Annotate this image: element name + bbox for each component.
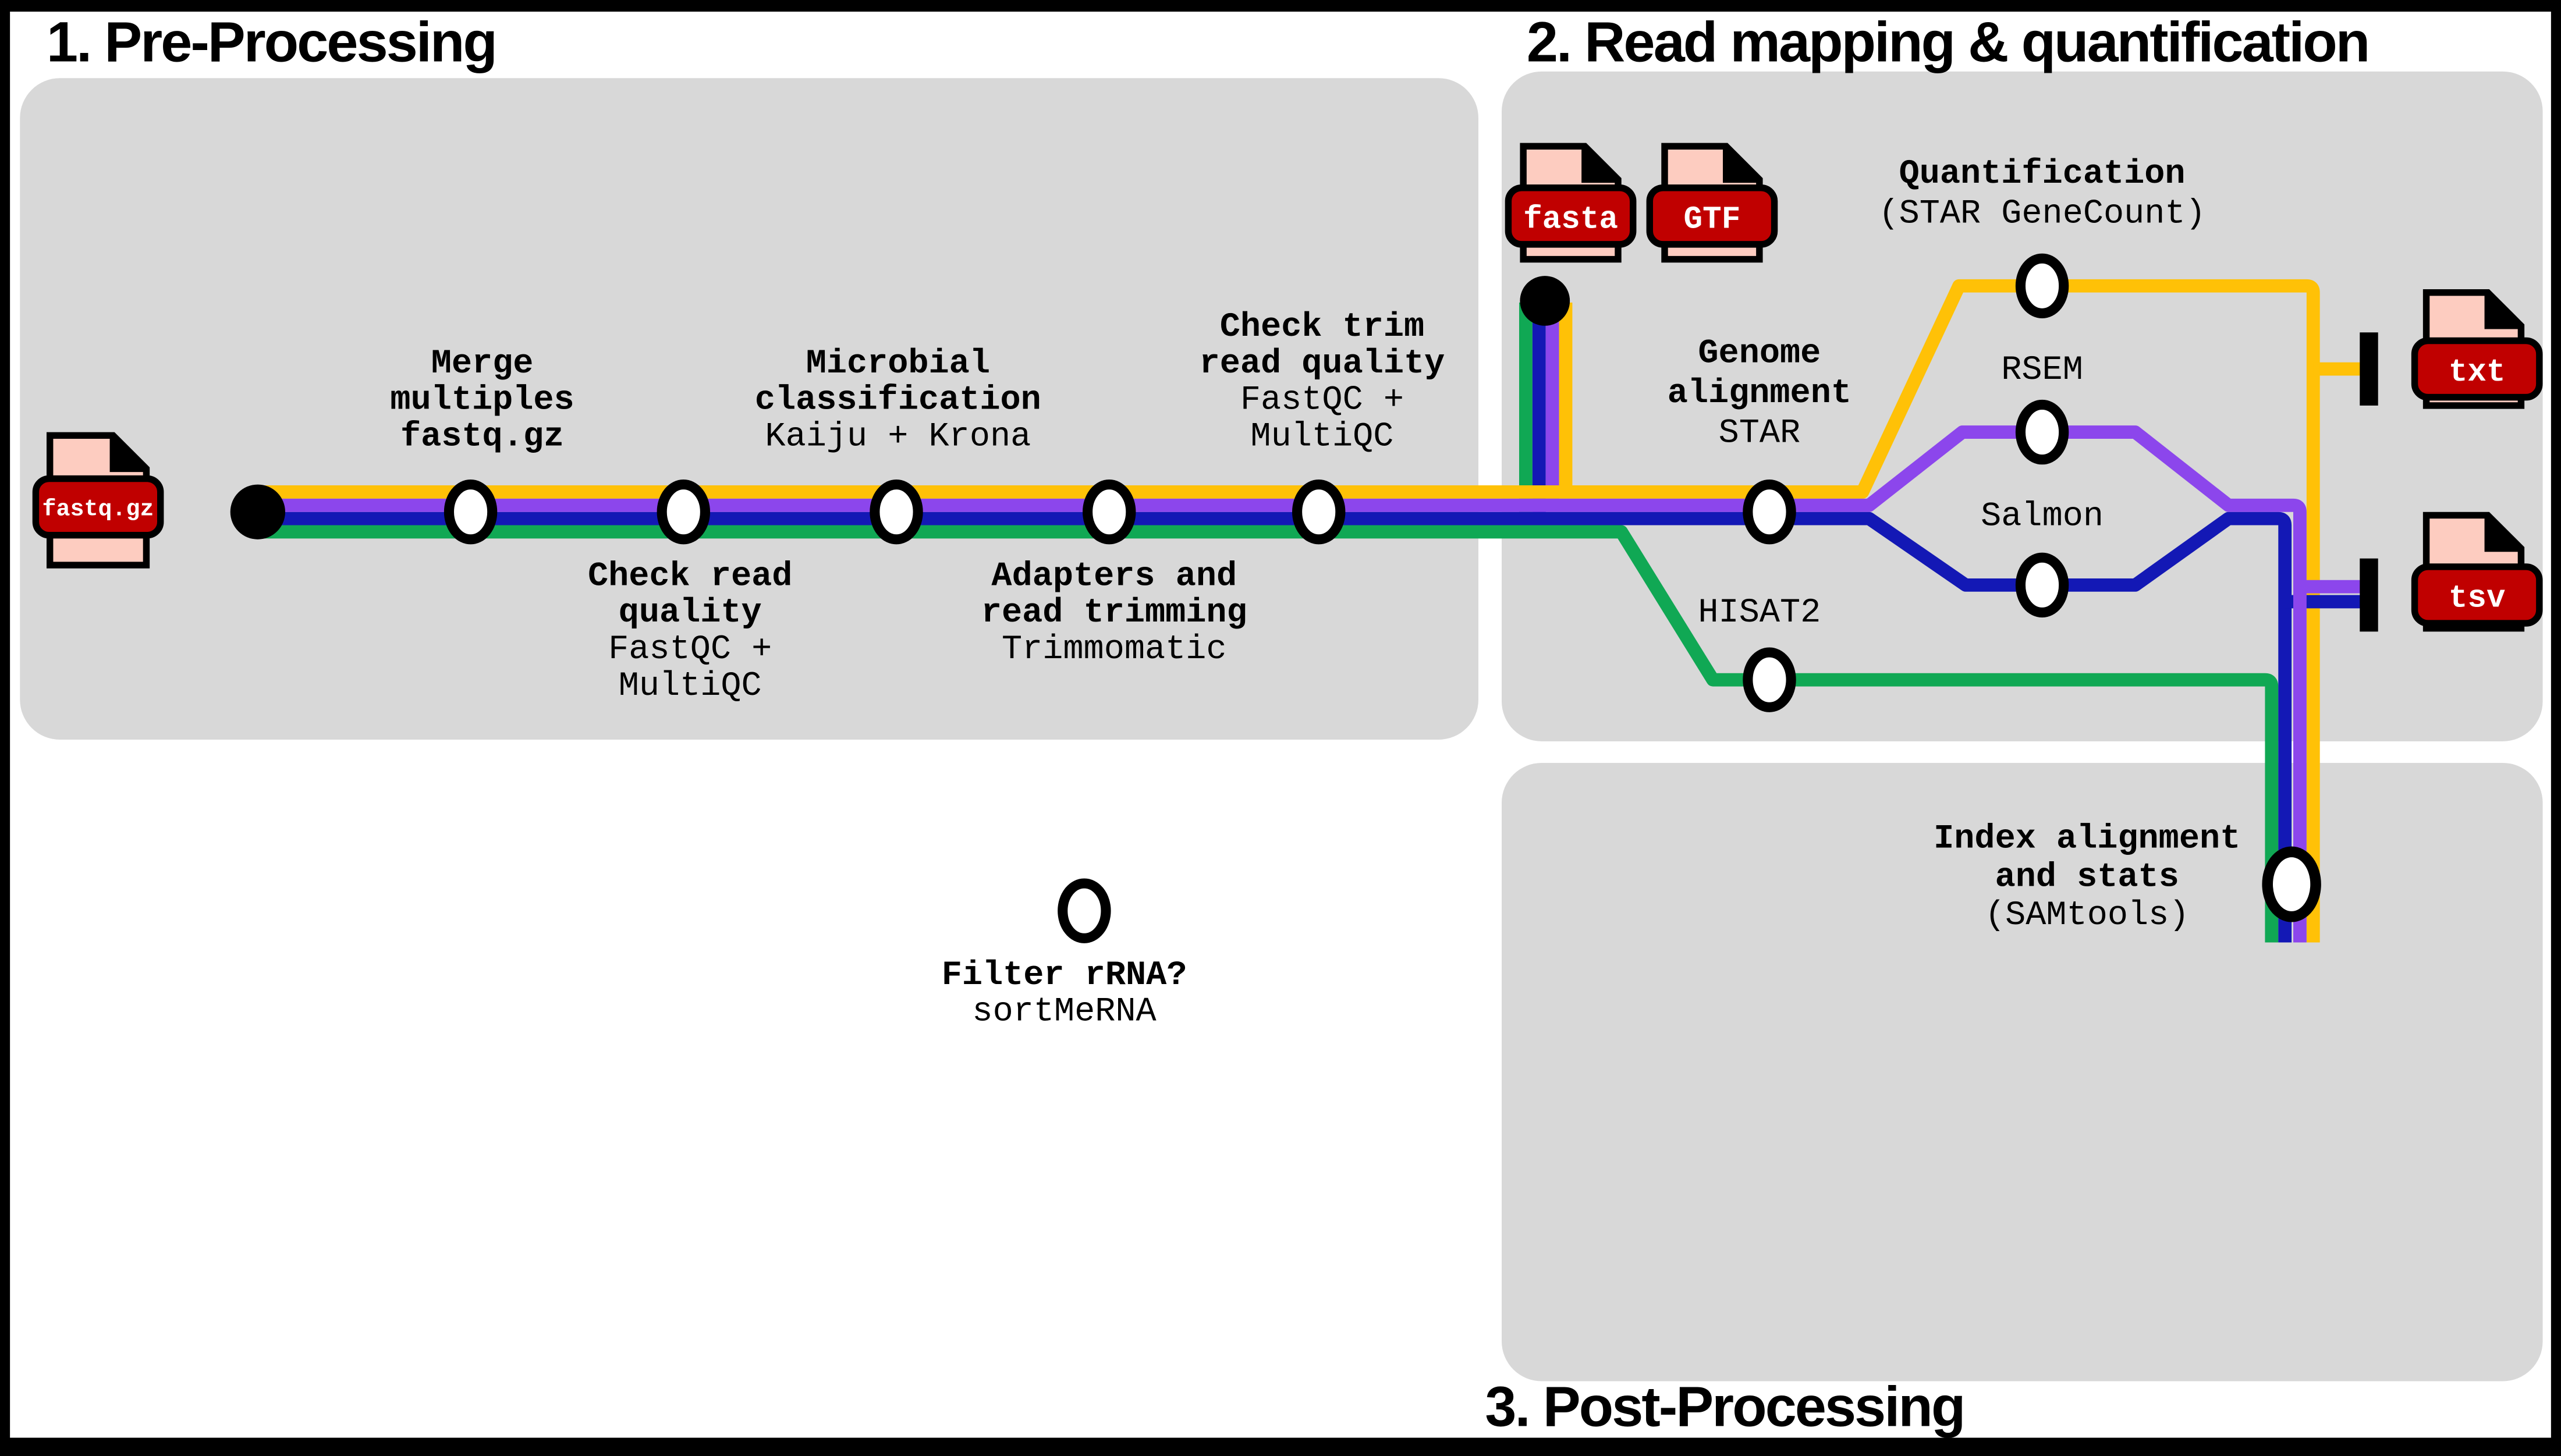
station-genome-alignment-star	[1748, 485, 1791, 539]
txt-terminal-tick	[2360, 332, 2378, 406]
label-line: Adapters and	[991, 556, 1237, 596]
label-check-read-quality	[588, 556, 792, 705]
label-line: multiples	[390, 380, 574, 420]
station-rsem	[2020, 404, 2063, 459]
section-title-read-mapping: 2. Read mapping & quantification	[1526, 10, 2369, 74]
station-adapter-trimming	[1088, 485, 1131, 539]
label-line: Genome	[1698, 333, 1821, 373]
fastq-start-terminal	[230, 485, 285, 539]
label-line: Filter rRNA?	[941, 955, 1187, 995]
station-salmon	[2020, 557, 2063, 612]
station-quantification	[2020, 258, 2063, 313]
label-line: fastq.gz	[400, 417, 565, 456]
label-line: Check trim	[1219, 307, 1425, 346]
label-line: Check read	[588, 556, 793, 596]
label-rsem: RSEM	[2001, 350, 2083, 390]
station-filter-rrna	[1063, 883, 1106, 938]
section-title-pre-processing: 1. Pre-Processing	[47, 10, 496, 74]
label-salmon: Salmon	[1981, 496, 2104, 536]
label-line: FastQC +	[1240, 380, 1404, 420]
label-hisat2: HISAT2	[1698, 593, 1821, 633]
label-line: alignment	[1667, 374, 1851, 413]
label-line: STAR	[1718, 413, 1801, 453]
label-line: sortMeRNA	[972, 992, 1157, 1031]
label-line: Merge	[431, 343, 534, 383]
label-line: read quality	[1199, 343, 1445, 383]
label-quantification	[1878, 154, 2205, 233]
label-adapters-trimming	[981, 556, 1247, 669]
file-label-text: tsv	[2448, 581, 2506, 617]
label-line: FastQC +	[608, 630, 772, 669]
label-line: quality	[618, 593, 762, 633]
file-label-text: txt	[2448, 355, 2506, 391]
station-merge	[449, 485, 492, 539]
label-line: Kaiju + Krona	[765, 417, 1031, 456]
file-label-text: GTF	[1683, 202, 1741, 238]
label-filter-rrna	[942, 956, 1187, 1031]
section-title-post-processing: 3. Post-Processing	[1485, 1375, 1964, 1439]
reference-start-terminal	[1520, 276, 1570, 326]
file-label-text: fasta	[1523, 202, 1618, 238]
station-check-read-quality	[662, 485, 705, 539]
label-line: (STAR GeneCount)	[1878, 194, 2206, 233]
label-line: read trimming	[981, 593, 1247, 633]
label-line: Quantification	[1899, 154, 2186, 194]
label-line: Index alignment	[1934, 819, 2241, 858]
label-line: and stats	[1995, 857, 2179, 897]
label-line: classification	[754, 380, 1041, 420]
file-label-text: fastq.gz	[42, 496, 154, 523]
label-line: Trimmomatic	[1002, 630, 1227, 669]
station-check-trim-quality	[1297, 485, 1340, 539]
label-line: MultiQC	[1250, 417, 1394, 456]
label-line: Microbial	[806, 343, 990, 383]
tsv-terminal-tick	[2360, 559, 2378, 632]
station-samtools	[2268, 852, 2316, 917]
label-line: (SAMtools)	[1985, 896, 2190, 935]
station-microbial-classification	[875, 485, 918, 539]
station-hisat2	[1748, 652, 1791, 707]
label-line: MultiQC	[618, 666, 762, 705]
